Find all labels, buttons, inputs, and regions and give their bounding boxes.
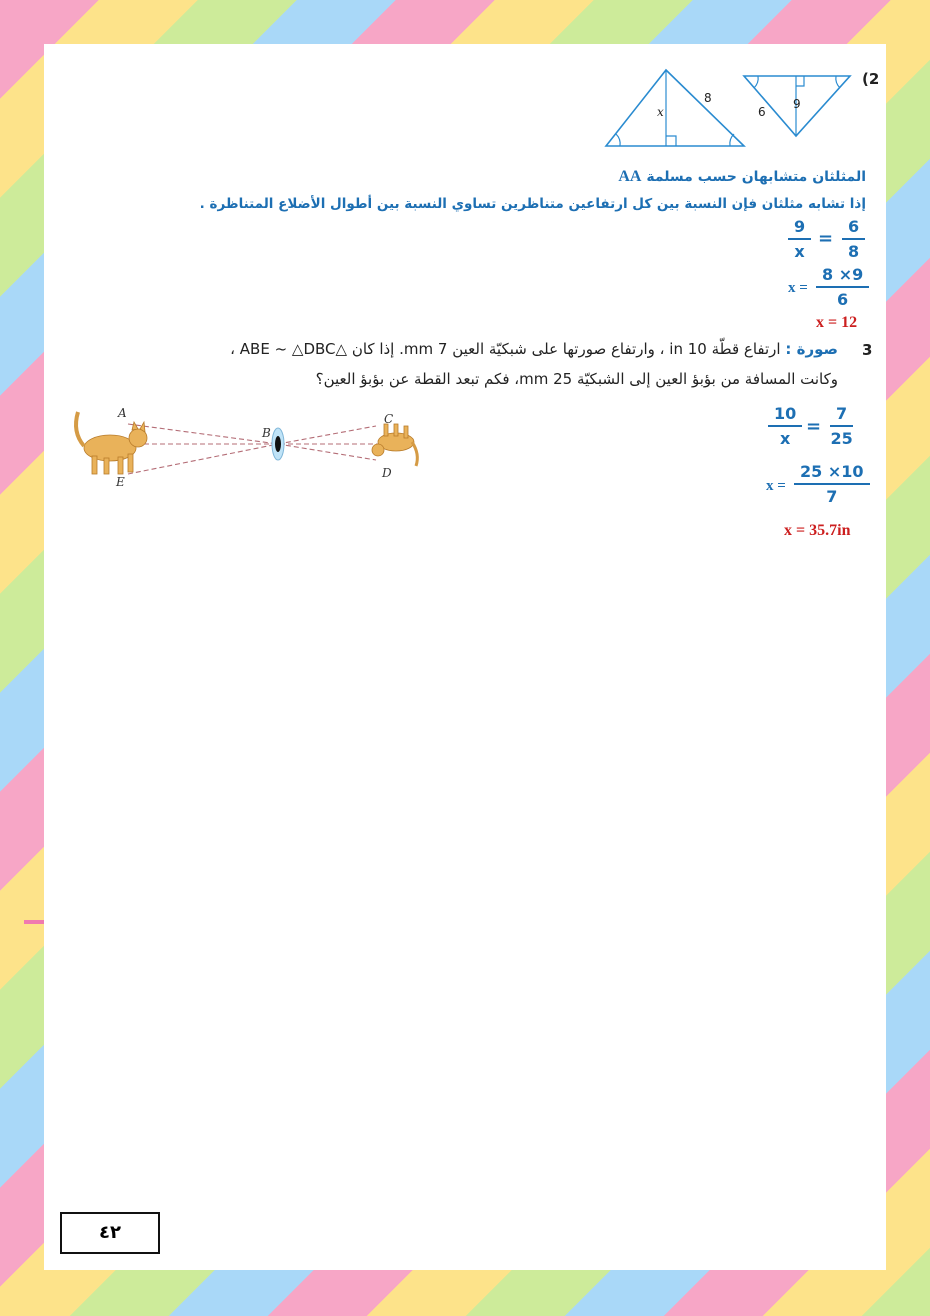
inverted-cat-image-icon — [372, 424, 417, 466]
question-3-label: صورة : — [785, 340, 838, 358]
label-8: 8 — [704, 91, 712, 105]
q3-fraction-25x10-over-7: $\frac{25 \times 10}{7}$ — [794, 462, 870, 506]
question-3-number: 3 — [862, 341, 873, 359]
q3-fraction-10-over-x: $\frac{10}{x}$ — [768, 404, 802, 448]
similar-triangles-figure — [600, 66, 860, 152]
q3-answer: x = 35.7in — [784, 522, 851, 539]
cat-eye-figure — [66, 402, 422, 488]
q2-fraction-8x9-over-6: $\frac{8 \times 9}{6}$ — [816, 265, 869, 309]
q2-fraction-9-over-x: $\frac{9}{x}$ — [788, 217, 811, 261]
question-3-text-1: ارتفاع قطّة 10 in ، وارتفاع صورتها على شبكيّة العين 7 mm. إذا كان △ABE ~ △DBC ، — [230, 340, 781, 358]
label-9: 9 — [793, 97, 801, 111]
label-A: A — [118, 406, 127, 420]
q2-x-equals: x = — [788, 280, 808, 296]
worksheet-page — [44, 44, 886, 1270]
side-mark — [24, 920, 44, 924]
heading-text: المثلثان متشابهان حسب مسلمة — [646, 169, 866, 185]
altitude-ratio-explanation: إذا تشابه مثلثان فإن النسبة بين كل ارتفاعين متناظرين تساوي النسبة بين أطوال الأضلاع المتناظرة . — [199, 196, 866, 212]
label-C: C — [384, 412, 394, 426]
question-3-line-1 — [230, 340, 838, 358]
question-2-number: (2 — [862, 70, 880, 88]
label-x: x — [657, 105, 664, 119]
heading-aa: AA — [618, 168, 642, 185]
q2-answer: x = 12 — [816, 314, 858, 331]
aa-similarity-heading — [618, 168, 866, 186]
q2-equals-sign: = — [818, 228, 834, 249]
q3-equals-sign: = — [806, 416, 822, 437]
q2-fraction-6-over-8: $\frac{6}{8}$ — [842, 217, 865, 261]
q3-x-equals: x = — [766, 478, 786, 494]
q3-fraction-7-over-25: $\frac{7}{25}$ — [830, 404, 853, 448]
label-B: B — [262, 426, 271, 440]
page-number-box: ٤٢ — [60, 1212, 160, 1254]
label-E: E — [116, 475, 125, 488]
question-3-line-2: وكانت المسافة من بؤبؤ العين إلى الشبكيّة 25 mm، فكم تبعد القطة عن بؤبؤ العين؟ — [315, 370, 838, 388]
label-6: 6 — [758, 105, 766, 119]
cat-icon — [76, 412, 147, 474]
label-D: D — [382, 466, 392, 480]
eye-pupil-icon — [272, 428, 284, 460]
